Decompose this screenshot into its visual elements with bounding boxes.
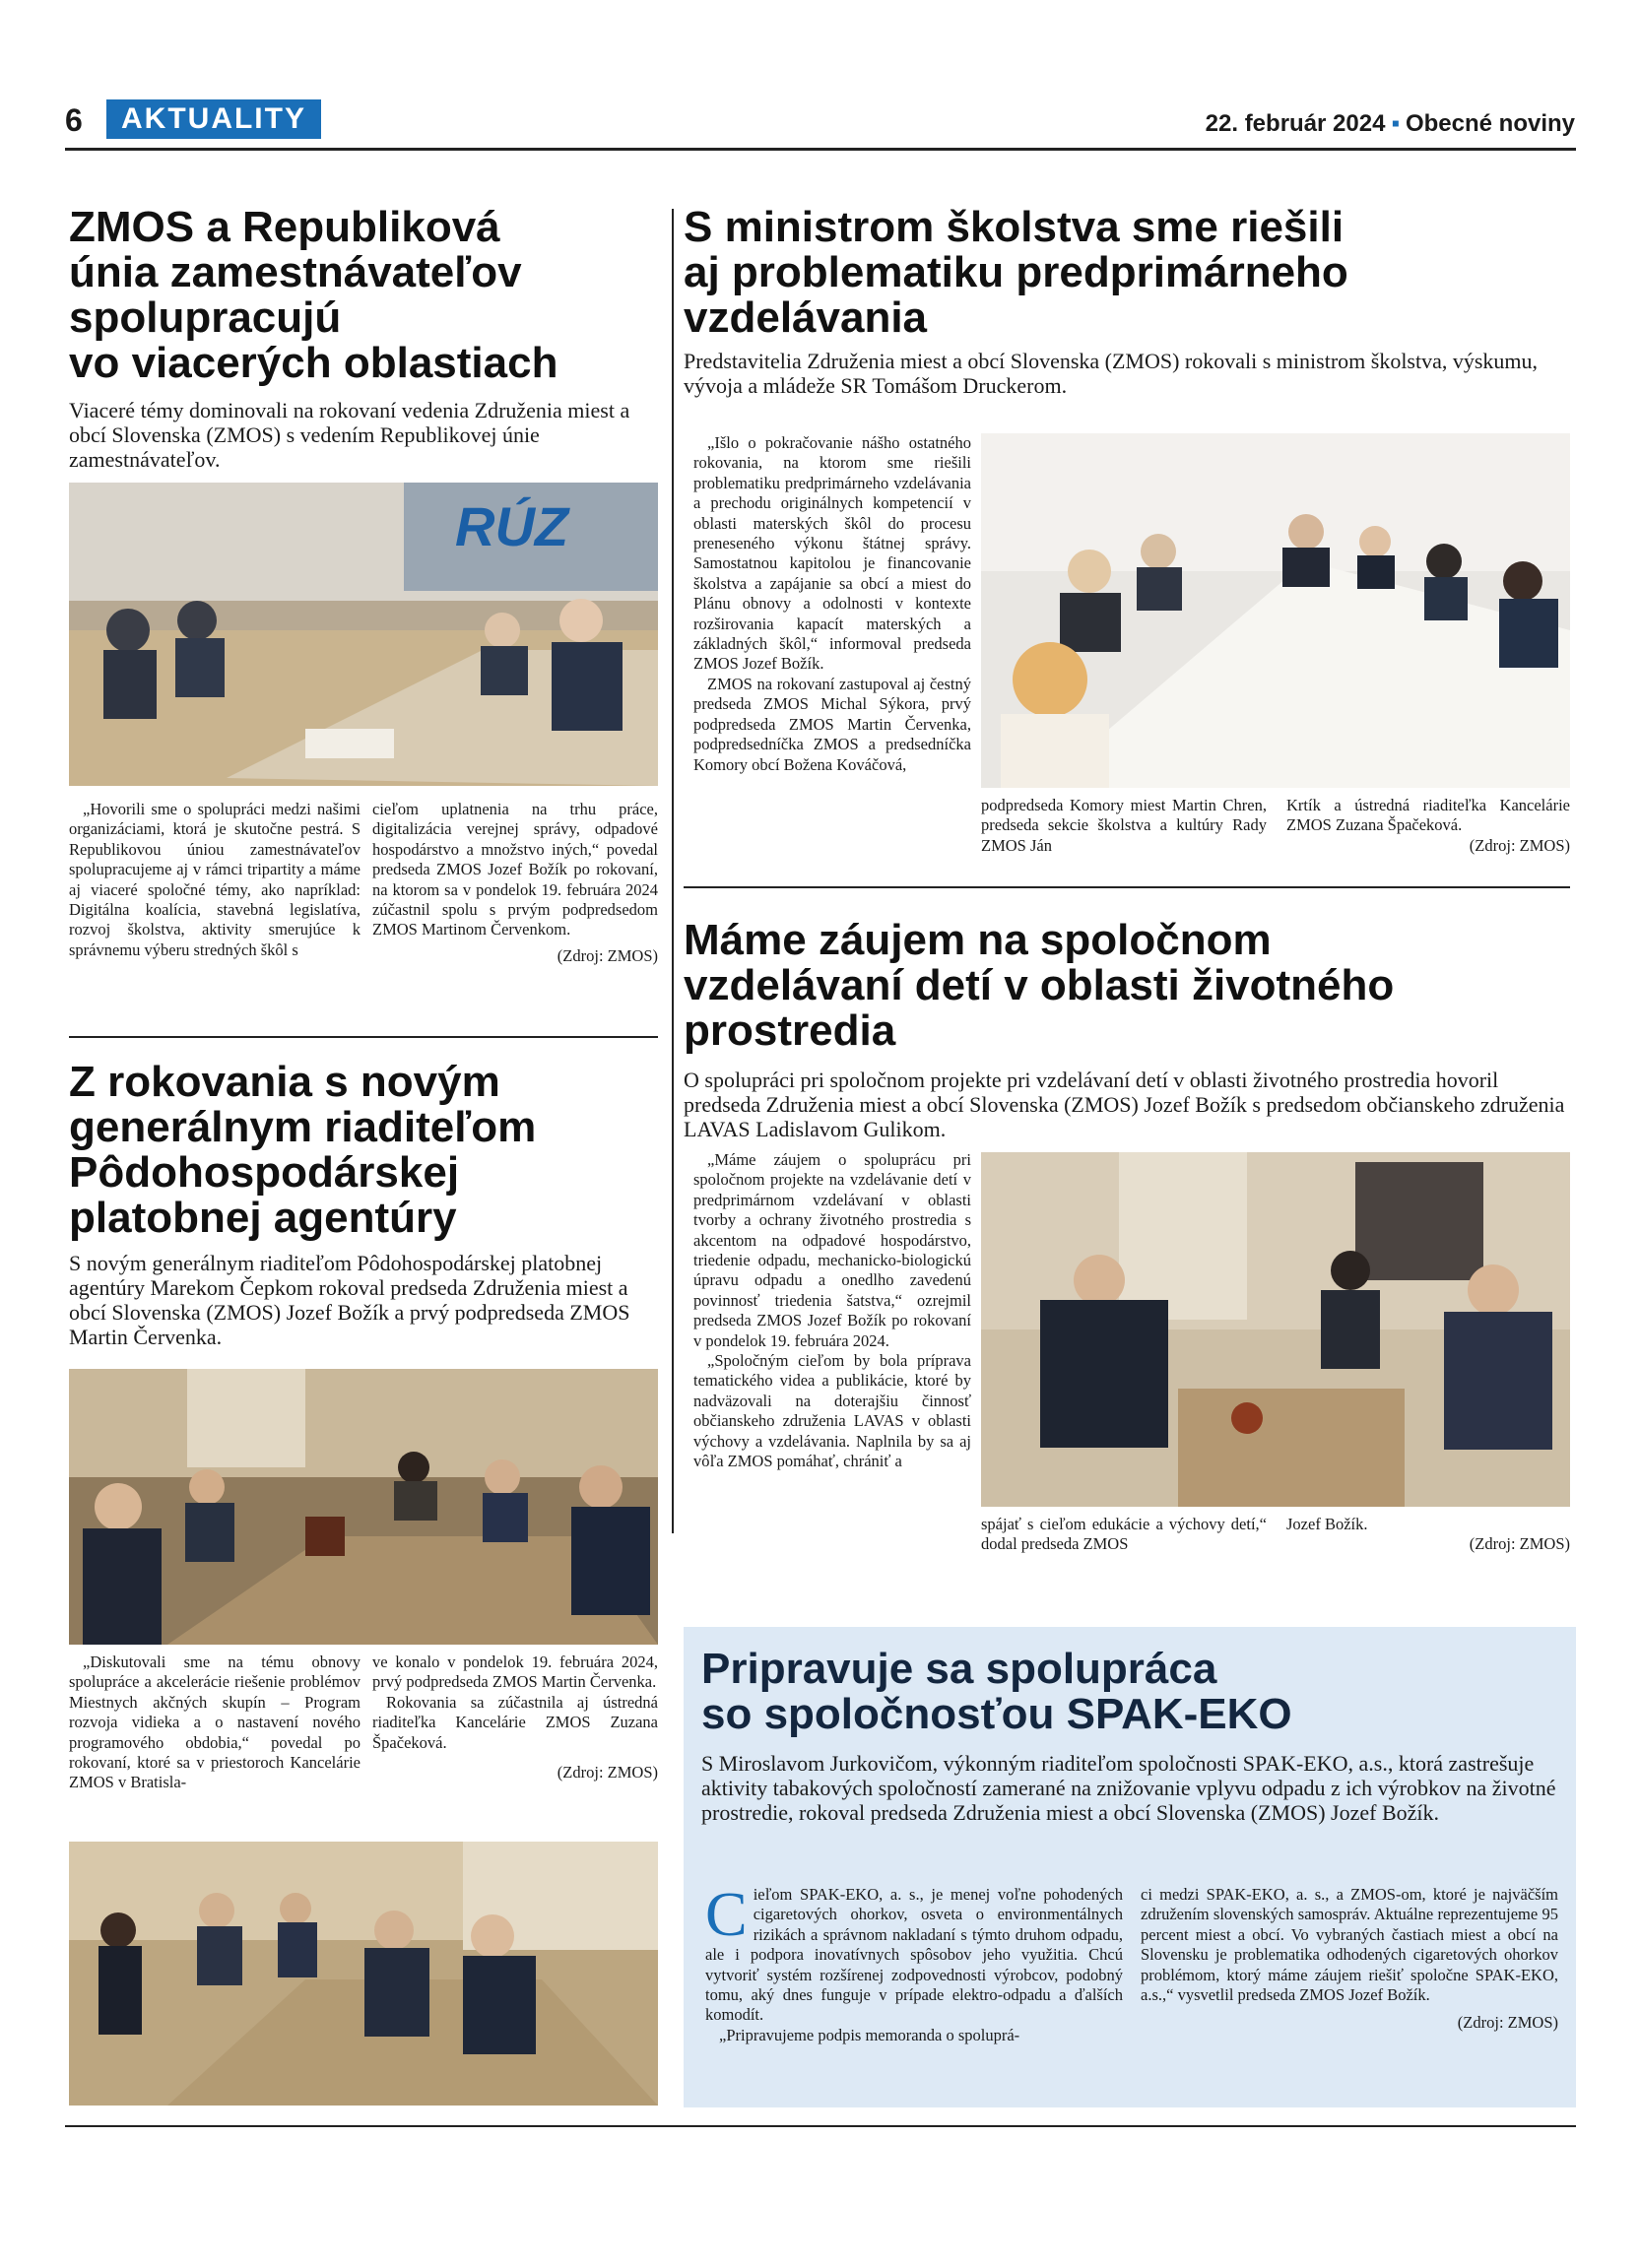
- meeting-photo-ppa: [69, 1369, 658, 1645]
- article-ministry-col1: „Išlo o pokračovanie nášho ostatného rokovania, na ktorom sme riešili problematiku predprimárneho vzdelávania a prechodu originálnych kompetencií v oblasti materských škôl do procesu preneseného výkonu štátnej správy. Samostatnou kapitolou je financovanie školstva a zapájanie sa obcí a miest do Plánu obnovy a odolnosti v kontexte rozširovania kapacít materských a základných škôl,“ informoval predseda ZMOS Jozef Božík. ZMOS na rokovaní zastupoval aj čestný predseda ZMOS Michal Sýkora, prvý podpredseda ZMOS Martin Červenka, podpredsedníčka ZMOS a predsedníčka Komory obcí Božena Kováčová,: [693, 433, 971, 774]
- meeting-photo-ministry: [981, 433, 1570, 788]
- article-ppa-headline: Z rokovania s novým generálnym riaditeľom Pôdohospodárskej platobnej agentúry: [69, 1058, 537, 1242]
- article-spak-lead: S Miroslavom Jurkovičom, výkonným riaditeľom spoločnosti SPAK-EKO, a.s., ktorá zastrešuje aktivity tabakových spoločností zamerané na znižovanie vplyvu odpadu z ich výrobkov na životné prostredie, rokoval predseda Združenia miest a obcí Slovenska (ZMOS) Jozef Božík.: [701, 1751, 1556, 1825]
- article-lavas-col1: „Máme záujem o spoluprácu pri spoločnom projekte na vzdelávanie detí v predprimárnom vzdelávaní v oblasti tvorby a ochrany životného prostredia s akcentom na odpadové hospodárstvo, triedenie odpadu, mechanicko-biologickú úpravu odpadu a onedlho zavedenú povinnosť triedenia šatstva,“ ozrejmil predseda ZMOS Jozef Božík po rokovaní v pondelok 19. februára 2024. „Spoločným cieľom by bola príprava tematického videa a publikácie, ktoré by nadväzovali na doterajšiu činnosť občianskeho združenia LAVAS v oblasti výchovy a vzdelávania. Naplnila by sa aj vôľa ZMOS pomáhať, chrániť a: [693, 1150, 971, 1471]
- article-ministry-lead: Predstavitelia Združenia miest a obcí Slovenska (ZMOS) rokovali s ministrom školstva, výskumu, vývoja a mládeže SR Tomášom Druckerom.: [684, 349, 1539, 398]
- dropcap-letter: C: [705, 1879, 748, 1949]
- article-spak-headline: Pripravuje sa spolupráca so spoločnosťou SPAK-EKO: [701, 1645, 1292, 1738]
- footer-rule: [65, 2125, 1576, 2127]
- article-ppa-lead: S novým generálnym riaditeľom Pôdohospodárskej platobnej agentúry Marekom Čepkom rokoval predseda Združenia miest a obcí Slovenska (ZMOS) Jozef Božík a prvý podpredseda ZMOS Martin Červenka.: [69, 1251, 630, 1349]
- publication-name: Obecné noviny: [1405, 110, 1575, 137]
- meeting-photo-lavas: [981, 1152, 1570, 1507]
- ruz-banner-text: RÚZ: [455, 495, 569, 557]
- article-spak-col2: ci medzi SPAK-EKO, a. s., a ZMOS-om, ktoré je najväčším združením slovenských samospráv. Aktuálne reprezentujeme 95 percent miest a obcí. Vo vybraných častiach miest a obcí na Slovensku je problematika odhodených cigaretových ohorkov problémom, ktorý máme záujem riešiť spoločne SPAK-EKO, a.s.,“ vysvetlil predseda ZMOS Jozef Božík. (Zdroj: ZMOS): [1141, 1885, 1558, 2033]
- section-label: AKTUALITY: [106, 99, 321, 139]
- article-spak-col1: Cieľom SPAK-EKO, a. s., je menej voľne pohodených cigaretových ohorkov, osveta o environmentálnych rizikách a správnom nakladaní s týmto druhom odpadu, ale i podpora inovatívnych spôsobov jeho využitia. Chcú vytvoriť systém rozšírenej zodpovednosti výrobcov, podobný tomu, aký dnes funguje v prípade elektro-odpadu a ďalších komodít. „Pripravujeme podpis memoranda o spoluprá-: [705, 1879, 1123, 2044]
- header-rule: [65, 148, 1576, 151]
- article-lavas-lead: O spolupráci pri spoločnom projekte pri vzdelávaní detí v oblasti životného prostredia hovoril predseda Združenia miest a obcí Slovenska (ZMOS) Jozef Božík s predsedom občianskeho združenia LAVAS Ladislavom Gulikom.: [684, 1068, 1565, 1141]
- article-ministry-headline: S ministrom školstva sme riešili aj problematiku predprimárneho vzdelávania: [684, 203, 1348, 342]
- article-spak-source: (Zdroj: ZMOS): [1457, 2013, 1558, 2033]
- article-lavas-col3: Jozef Božík. (Zdroj: ZMOS): [1286, 1515, 1570, 1554]
- article-ruz-col2: cieľom uplatnenia na trhu práce, digitalizácia verejnej správy, odpadové hospodárstvo a množstvo iných,“ povedal predseda ZMOS Jozef Božík po rokovaní, na ktorom sa v pondelok 19. februára 2024 zúčastnil spolu s prvým podpredsedom ZMOS Martinom Červenkom. (Zdroj: ZMOS): [372, 800, 658, 965]
- separator-dot: ▪: [1391, 110, 1400, 137]
- divider-ministry: [684, 886, 1570, 888]
- article-ruz-source: (Zdroj: ZMOS): [557, 945, 658, 965]
- column-divider: [672, 209, 674, 1533]
- article-ministry-col3: Krtík a ústredná riaditeľka Kancelárie ZMOS Zuzana Špačeková. (Zdroj: ZMOS): [1286, 796, 1570, 855]
- article-ruz-lead: Viaceré témy dominovali na rokovaní vedenia Združenia miest a obcí Slovenska (ZMOS) s vedením Republikovej únie zamestnávateľov.: [69, 398, 630, 472]
- article-ministry-col2: podpredseda Komory miest Martin Chren, predseda sekcie školstva a kultúry Rady ZMOS Ján: [981, 796, 1267, 855]
- issue-date: 22. február 2024: [1205, 110, 1386, 137]
- article-ministry-source: (Zdroj: ZMOS): [1469, 835, 1570, 855]
- article-ppa-col1: „Diskutovali sme na tému obnovy spolupráce a akcelerácie riešenie problémov Miestnych akčných skupín – Program rozvoja vidieka a o nastavení nového programového obdobia,“ povedal po rokovaní, ktoré sa v priestoroch Kancelárie ZMOS v Bratisla-: [69, 1652, 361, 1792]
- meeting-photo-ppa-group: [69, 1842, 658, 2106]
- meeting-photo-ruz: [69, 483, 658, 786]
- spak-eko-box: [684, 1627, 1576, 2107]
- article-ppa-col2: ve konalo v pondelok 19. februára 2024, prvý podpredseda ZMOS Martin Červenka. Rokovania sa zúčastnila aj ústredná riaditeľka Kancelárie ZMOS Zuzana Špačeková. (Zdroj: ZMOS): [372, 1652, 658, 1782]
- article-lavas-source: (Zdroj: ZMOS): [1469, 1534, 1570, 1554]
- article-lavas-headline: Máme záujem na spoločnom vzdelávaní detí v oblasti životného prostredia: [684, 916, 1395, 1055]
- divider-ruz: [69, 1036, 658, 1038]
- page-number: 6: [65, 102, 83, 138]
- article-ruz: [69, 205, 670, 386]
- article-ppa-source: (Zdroj: ZMOS): [557, 1763, 658, 1782]
- article-lavas-col2: spájať s cieľom edukácie a výchovy detí,“ dodal predseda ZMOS: [981, 1515, 1267, 1554]
- article-ruz-col1: „Hovorili sme o spolupráci medzi našimi organizáciami, ktorá je skutočne pestrá. S Republikovou úniou zamestnávateľov spolupracujeme aj v rámci tripartity a máme aj viaceré spoločné témy, ako napríklad: Digitálna koalícia, stavebná legislatíva, rozvoj školstva, aktivity smerujúce k správnemu výberu stredných škôl s: [69, 800, 361, 959]
- article-ruz-headline: ZMOS a Republiková únia zamestnávateľov spolupracujú vo viacerých oblastiach: [69, 203, 558, 387]
- issue-info: [1206, 110, 1575, 138]
